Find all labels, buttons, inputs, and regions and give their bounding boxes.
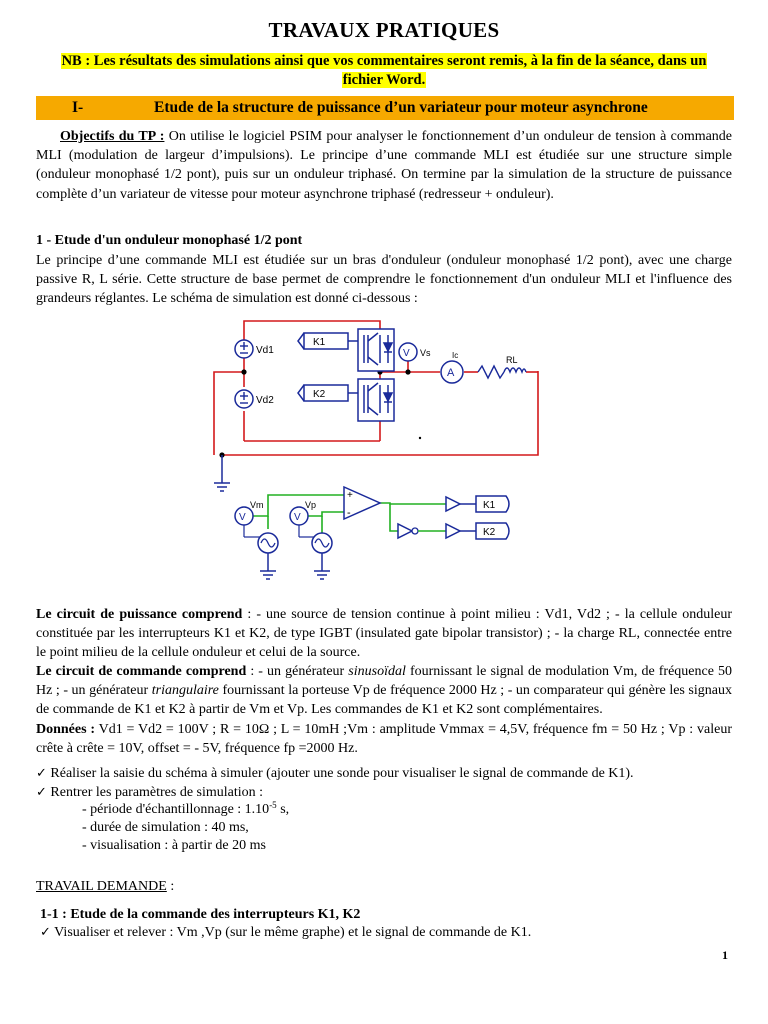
travail-demande-heading (36, 877, 174, 896)
check-item-1-text: Réaliser la saisie du schéma à simuler (ajouter une sonde pour visualiser le signal de commande de K1). (50, 766, 634, 781)
param-visualisation: - visualisation : à partir de 20 ms (82, 838, 266, 853)
ground-symbol-power (214, 455, 230, 491)
travail-demande-colon: : (166, 879, 175, 894)
check-item-2-text: Rentrer les paramètres de simulation : (50, 785, 264, 800)
ammeter-a-label: A (447, 367, 455, 379)
k1-gate-block (298, 333, 358, 349)
power-circuit-label: Le circuit de puissance comprend (36, 607, 243, 622)
param-sampling-unit: s, (276, 802, 290, 817)
vp-label: Vp (305, 500, 317, 510)
data-paragraph (36, 720, 732, 758)
section-title: Etude de la structure de puissance d’un variateur pour moteur asynchrone (154, 99, 648, 116)
page-number: 1 (722, 948, 728, 962)
check-mark-icon: ✓ (36, 766, 47, 781)
param-sampling-period (82, 800, 289, 819)
param-sampling-text: - période d'échantillonnage : 1.10 (82, 802, 270, 817)
comparator (344, 487, 380, 519)
travail-demande-label: TRAVAIL DEMANDE (36, 879, 167, 894)
vm-source (235, 500, 278, 579)
section-heading (36, 96, 734, 120)
control-circuit-triangular: triangulaire (151, 683, 219, 699)
vd2-source (235, 390, 274, 408)
vp-meter-v: V (294, 512, 301, 523)
ic-label: Ic (452, 351, 459, 360)
vm-label: Vm (250, 500, 264, 510)
rl-label: RL (506, 355, 518, 365)
k2-gate-block (298, 385, 358, 401)
check-item-3-text: Visualiser et relever : Vm ,Vp (sur le même graphe) et le signal de commande de K1. (54, 925, 532, 940)
k1-output-label: K1 (483, 500, 496, 511)
power-circuit-paragraph (36, 605, 732, 663)
objectives-text: On utilise le logiciel PSIM pour analyser le fonctionnement d’un onduleur de tension à commande MLI (modulation de largeur d’impulsions). Le principe d’une commande MLI est étudiée sur une structure simple (onduleur monophasé 1/2 pont), puis sur un onduleur triphasé. On termine par la simulation de la structure de puissance complète d’un variateur de vitesse pour moteur asynchrone triphasé (redresseur + onduleur). (36, 129, 733, 202)
k1-label: K1 (313, 337, 326, 348)
voltmeter-vs (399, 343, 431, 361)
igbt-k1-symbol (358, 329, 394, 371)
objectives-paragraph (36, 127, 732, 204)
subsection-1-heading: 1 - Etude d'un onduleur monophasé 1/2 pont (36, 233, 303, 248)
data-text: Vd1 = Vd2 = 100V ; R = 10Ω ; L = 10mH ;Vm : amplitude Vmmax = 4,5V, fréquence fm = 50 Hz ; Vp : valeur crête à crête = 10V, offset = - 5V, fréquence fp =2000 Hz. (36, 722, 732, 757)
rl-load (478, 355, 526, 378)
check-item-1 (36, 764, 634, 783)
check-mark-icon: ✓ (36, 785, 47, 800)
k2-label: K2 (313, 389, 326, 400)
comparator-minus: - (347, 507, 351, 519)
nb-note (36, 52, 732, 90)
buffer-k1 (446, 496, 509, 512)
param-duration: - durée de simulation : 40 ms, (82, 820, 249, 835)
vs-label: Vs (420, 348, 431, 358)
nb-note-line1: NB : Les résultats des simulations ainsi que vos commentaires seront remis, à la fin de la séance, dans un (61, 53, 707, 69)
voltmeter-v-label: V (403, 348, 410, 359)
inverter-k2 (398, 523, 509, 539)
vd2-label: Vd2 (256, 395, 274, 406)
k2-output-label: K2 (483, 527, 496, 538)
section-number: I- (72, 99, 84, 116)
control-circuit-sinusoidal: sinusoïdal (348, 664, 406, 679)
subsection-1-1-heading: 1-1 : Etude de la commande des interrupteurs K1, K2 (40, 907, 361, 922)
subsection-1-paragraph: Le principe d’une commande MLI est étudiée sur un bras d'onduleur (onduleur monophasé 1/2 pont), avec une charge passive R, L série. Cette structure de base permet de comprendre le fonctionnement d'un onduleur MLI et l'influence des grandeurs réglantes. Le schéma de simulation est donné ci-dessous : (36, 253, 732, 307)
nb-note-line2: fichier Word. (342, 72, 426, 88)
simulation-schematic (200, 305, 560, 595)
data-label: Données : (36, 722, 96, 737)
control-circuit-text-3: fournissant la porteuse Vp de fréquence 2000 Hz ; - un comparateur qui génère les signaux de commande de K1 et K2 à partir de Vm et Vp. Les commandes de K1 et K2 sont complémentaires. (36, 683, 732, 718)
page-title: TRAVAUX PRATIQUES (268, 18, 500, 42)
control-circuit-text-2: fournissant le signal de modulation Vm, de fréquence 50 Hz ; - un générateur (36, 664, 733, 699)
stray-dot (419, 437, 421, 439)
comparator-plus: + (347, 490, 353, 501)
control-circuit-paragraph (36, 662, 732, 720)
param-sampling-exponent: -5 (269, 800, 277, 810)
ammeter-ic (441, 351, 463, 383)
check-item-3 (40, 923, 531, 942)
objectives-label: Objectifs du TP : (60, 129, 165, 144)
power-circuit-text: : - une source de tension continue à point milieu : Vd1, Vd2 ; - la cellule onduleur constituée par les interrupteurs K1 et K2, de type IGBT (insulated gate bipolar transistor) ; - la charge RL, connectée entre le point milieu de la cellule onduleur et celui de la source. (36, 607, 732, 661)
vm-meter-v: V (239, 512, 246, 523)
check-mark-icon: ✓ (40, 925, 51, 940)
control-circuit-text-1: : - un générateur (246, 664, 349, 679)
control-circuit-label: Le circuit de commande comprend (36, 664, 247, 679)
vd1-source (235, 340, 274, 358)
vd1-label: Vd1 (256, 345, 274, 356)
igbt-k2-symbol (358, 379, 394, 421)
